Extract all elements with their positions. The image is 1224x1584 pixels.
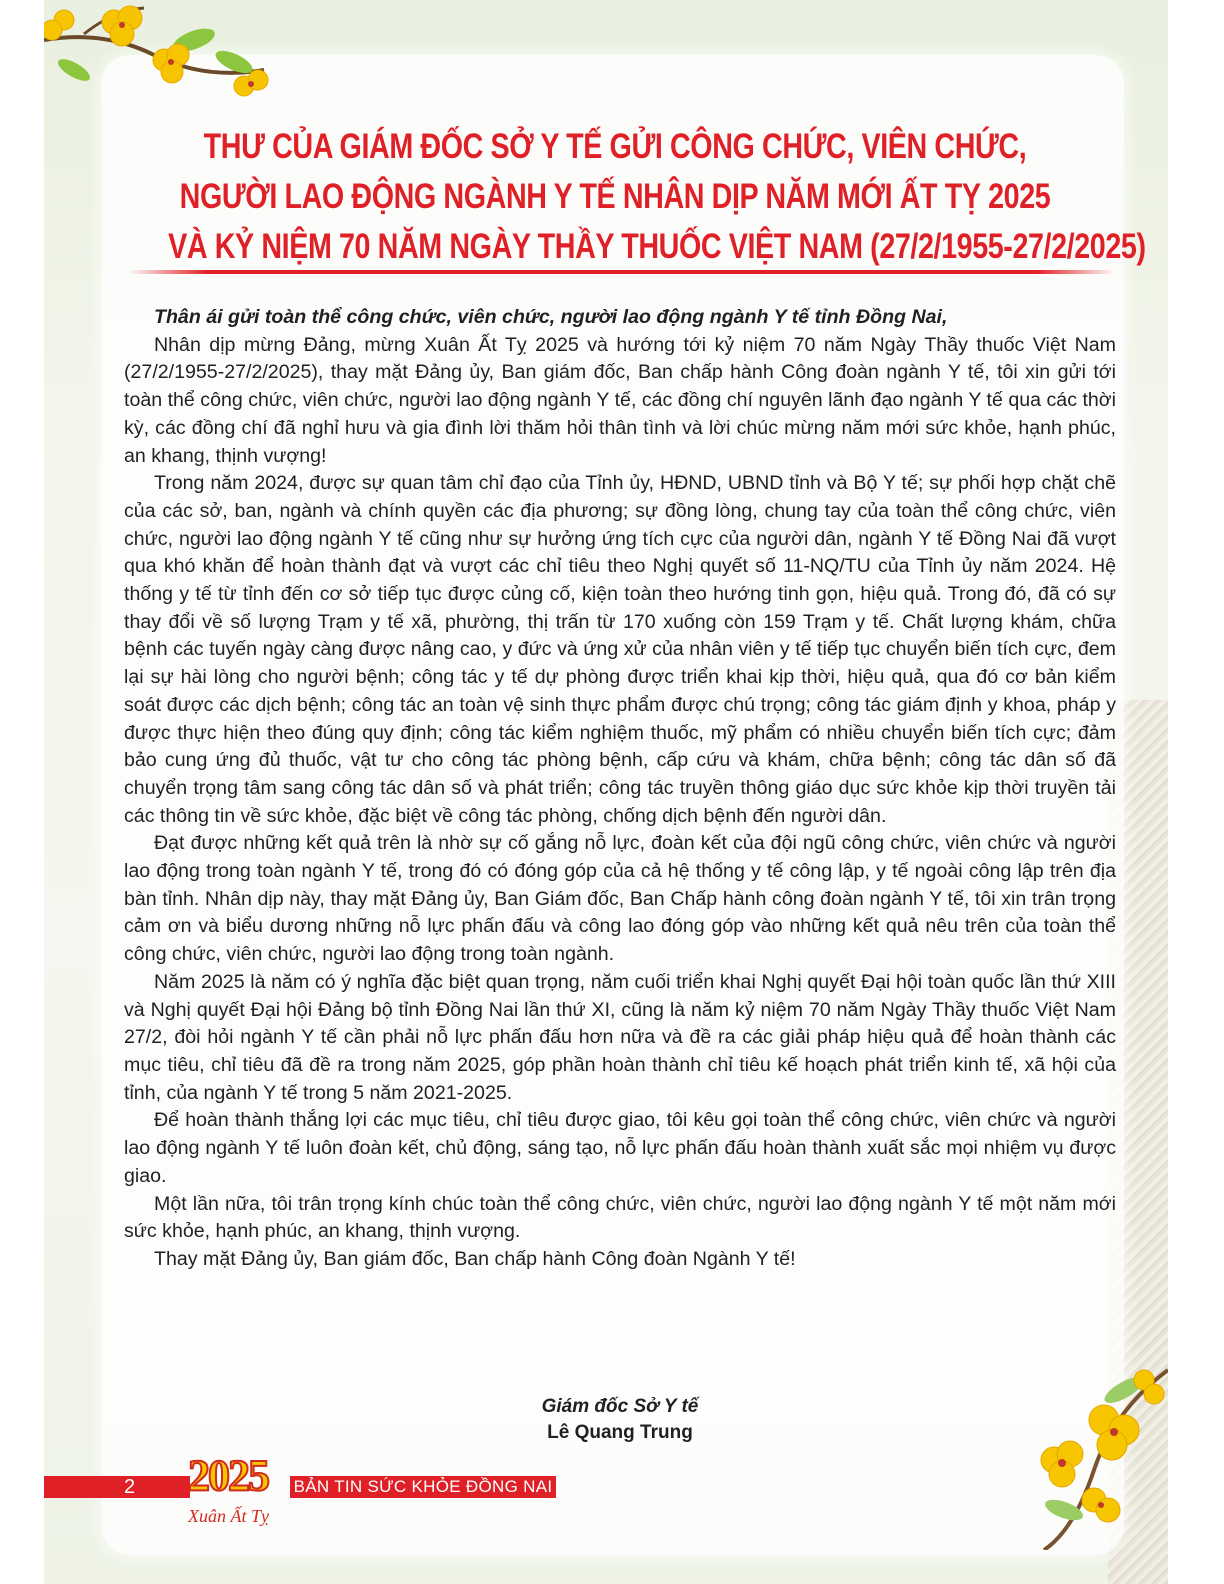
publication-name: BẢN TIN SỨC KHỎE ĐỒNG NAI	[293, 1477, 553, 1496]
letter-paragraph: Nhân dịp mừng Đảng, mừng Xuân Ất Tỵ 2025 và hướng tới kỷ niệm 70 năm Ngày Thầy thuốc Việt Nam (27/2/1955-27/2/2025), thay mặt Đảng ủy, Ban giám đốc, Ban chấp hành Công đoàn ngành Y tế, tôi xin gửi tới toàn thể công chức, viên chức, người lao động ngành Y tế, các đồng chí nguyên lãnh đạo ngành Y tế qua các thời kỳ, các đồng chí đã nghỉ hưu và gia đình lời thăm hỏi thân tình và lời chúc mừng năm mới sức khỏe, hạnh phúc, an khang, thịnh vượng!	[124, 333, 1116, 467]
letter-body	[124, 304, 1116, 1274]
letter-paragraph: Năm 2025 là năm có ý nghĩa đặc biệt quan trọng, năm cuối triển khai Nghị quyết Đại hội toàn quốc lần thứ XIII và Nghị quyết Đại hội Đảng bộ tỉnh Đồng Nai lần thứ XI, cũng là năm kỷ niệm 70 năm Ngày Thầy thuốc Việt Nam 27/2, đòi hỏi ngành Y tế cần phải nỗ lực phấn đấu hơn nữa và đề ra các giải pháp hiệu quả để hoàn thành các mục tiêu, chỉ tiêu đã đề ra trong năm 2025, góp phần hoàn thành chỉ tiêu kế hoạch phát triển kinh tế, xã hội của tỉnh, của ngành Y tế trong 5 năm 2021-2025.	[124, 970, 1116, 1104]
letter-paragraph: Đạt được những kết quả trên là nhờ sự cố gắng nỗ lực, đoàn kết của đội ngũ công chức, viên chức và người lao động trong toàn ngành Y tế, trong đó có đóng góp của cả hệ thống y tế công lập, y tế ngoài công lập trên địa bàn tỉnh. Nhân dịp này, thay mặt Đảng ủy, Ban Giám đốc, Ban Chấp hành công đoàn ngành Y tế, tôi xin trân trọng cảm ơn và biểu dương những nỗ lực phấn đấu và công lao đóng góp vào những kết quả nêu trên của toàn thể công chức, viên chức, người lao động trong toàn ngành.	[124, 832, 1116, 966]
year-logo: 2025	[188, 1451, 268, 1500]
headline-underline	[128, 270, 1116, 274]
year-logo-subtitle: Xuân Ất Tỵ	[188, 1506, 269, 1526]
apricot-blossom-icon	[44, 0, 274, 120]
headline-line-2: NGƯỜI LAO ĐỘNG NGÀNH Y TẾ NHÂN DỊP NĂM MỚI ẤT TỴ 2025	[179, 177, 1051, 216]
footer-page-bar	[44, 1476, 190, 1498]
letter-paragraph: Một lần nữa, tôi trân trọng kính chúc toàn thể công chức, viên chức, người lao động ngành Y tế một năm mới sức khỏe, hạnh phúc, an khang, thịnh vượng.	[124, 1192, 1116, 1243]
letter-headline	[70, 122, 1160, 272]
signer-title: Giám đốc Sở Y tế	[541, 1396, 699, 1417]
page-number: 2	[124, 1476, 136, 1498]
headline-line-3: VÀ KỶ NIỆM 70 NĂM NGÀY THẦY THUỐC VIỆT NAM (27/2/1955-27/2/2025)	[168, 227, 1146, 266]
signer-name: Lê Quang Trung	[547, 1422, 693, 1443]
letter-paragraph: Trong năm 2024, được sự quan tâm chỉ đạo của Tỉnh ủy, HĐND, UBND tỉnh và Bộ Y tế; sự phối hợp chặt chẽ của các sở, ban, ngành và chính quyền các địa phương; sự đồng lòng, chung tay của toàn thể công chức, viên chức, người lao động ngành Y tế cũng như sự hưởng ứng tích cực của người dân, ngành Y tế Đồng Nai đã vượt qua khó khăn để hoàn thành đạt và vượt các chỉ tiêu theo Nghị quyết số 11-NQ/TU của Tỉnh ủy năm 2024. Hệ thống y tế từ tỉnh đến cơ sở tiếp tục được củng cố, kiện toàn theo hướng tinh gọn, hiệu quả. Trong đó, đã có sự thay đổi về số lượng Trạm y tế xã, phường, thị trấn từ 170 xuống còn 159 Trạm y tế. Chất lượng khám, chữa bệnh các tuyến ngày càng được nâng cao, y đức và ứng xử của nhân viên y tế tiếp tục chuyển biến tích cực, đem lại sự hài lòng cho người bệnh; công tác y tế dự phòng được triển khai kịp thời, hiệu quả, qua đó cơ bản kiểm soát được các dịch bệnh; công tác an toàn vệ sinh thực phẩm được chú trọng; công tác giám định y khoa, pháp y được thực hiện theo đúng quy định; công tác kiểm nghiệm thuốc, mỹ phẩm có nhiều chuyển biến tích cực; đảm bảo cung ứng đủ thuốc, vật tư cho công tác phòng bệnh, cấp cứu và khám, chữa bệnh; công tác dân số đã chuyển trọng tâm sang công tác dân số và phát triển; công tác truyền thông giáo dục sức khỏe kịp thời truyền tải các thông tin về sức khỏe, đặc biệt về công tác phòng, chống dịch bệnh đến người dân.	[124, 472, 1116, 827]
apricot-blossom-cluster-icon	[1004, 1350, 1168, 1550]
letter-paragraph: Thay mặt Đảng ủy, Ban giám đốc, Ban chấp hành Công đoàn Ngành Y tế!	[154, 1247, 796, 1270]
headline-line-1: THƯ CỦA GIÁM ĐỐC SỞ Y TẾ GỬI CÔNG CHỨC, VIÊN CHỨC,	[203, 127, 1027, 166]
signature-block	[500, 1394, 740, 1446]
letter-paragraph: Để hoàn thành thắng lợi các mục tiêu, chỉ tiêu được giao, tôi kêu gọi toàn thể công chức, viên chức và người lao động ngành Y tế luôn đoàn kết, chủ động, sáng tạo, nỗ lực phấn đấu hoàn thành xuất sắc mọi nhiệm vụ được giao.	[124, 1109, 1116, 1187]
letter-salutation: Thân ái gửi toàn thể công chức, viên chức, người lao động ngành Y tế tỉnh Đồng Nai,	[154, 306, 948, 328]
